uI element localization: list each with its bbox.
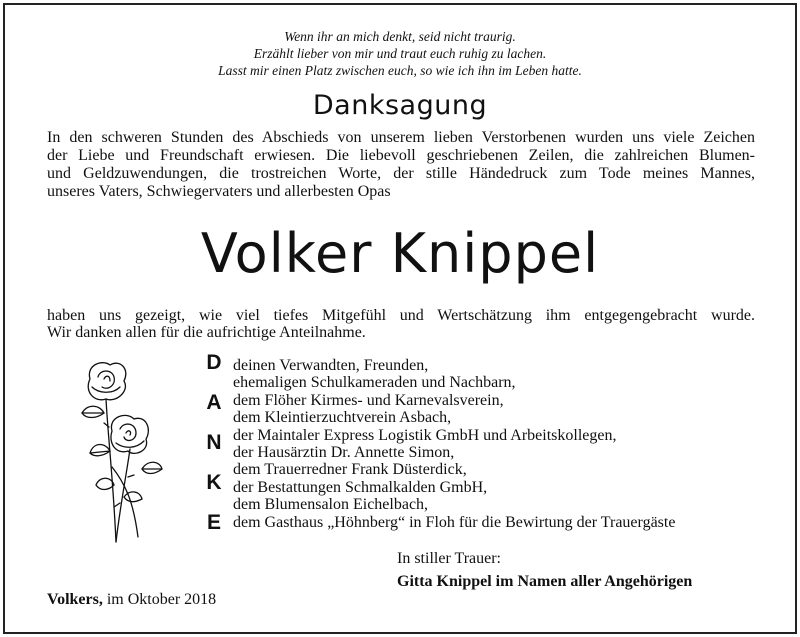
list-item: der Bestattungen Schmalkalden GmbH, xyxy=(233,478,488,496)
intro-paragraph xyxy=(47,129,755,201)
danke-letter-k: K xyxy=(206,471,222,494)
closing-line: haben uns gezeigt, wie viel tiefes Mitgefühl und Wertschätzung ihm entgegengebracht wurde. xyxy=(47,307,755,324)
intro-line: der Liebe und Freundschaft erwiesen. Die liebevoll geschriebenen Zeilen, die zahlreichen Blumen- xyxy=(47,147,755,164)
poem-line: Wenn ihr an mich denkt, seid nicht traurig. xyxy=(284,29,516,44)
intro-line: In den schweren Stunden des Abschieds von unserem lieben Verstorbenen wurden uns viele Zeichen xyxy=(47,129,755,146)
danke-letter-a: A xyxy=(206,391,222,414)
intro-line: und Geldzuwendungen, die trostreichen Worte, der stille Händedruck zum Tode meines Mannes, xyxy=(47,165,755,182)
list-item: deinen Verwandten, Freunden, xyxy=(233,357,429,374)
poem-line: Erzählt lieber von mir und traut euch ruhig zu lachen. xyxy=(253,46,547,61)
date: im Oktober 2018 xyxy=(106,591,217,608)
list-item: dem Flöher Kirmes- und Karnevalsverein, xyxy=(233,391,504,409)
danke-letter-n: N xyxy=(206,431,222,454)
thanks-list xyxy=(233,357,773,531)
poem-line: Lasst mir einen Platz zwischen euch, so wie ich ihn im Leben hatte. xyxy=(218,63,582,78)
list-item: dem Trauerredner Frank Düsterdick, xyxy=(233,461,467,479)
place-date xyxy=(47,591,216,609)
list-item: dem Kleintierzuchtverein Asbach, xyxy=(233,409,452,427)
list-item: der Hausärztin Dr. Annette Simon, xyxy=(233,444,455,462)
intro-line: unseres Vaters, Schwiegervaters und allerbesten Opas xyxy=(47,183,391,200)
closing-paragraph xyxy=(47,307,755,341)
place: Volkers, xyxy=(47,591,103,608)
list-item: dem Blumensalon Eichelbach, xyxy=(233,496,429,514)
poem xyxy=(0,28,800,79)
list-item: dem Gasthaus „Höhnberg“ in Floh für die Bewirtung der Trauergäste xyxy=(233,513,676,531)
notice-heading: Danksagung xyxy=(312,90,488,121)
rose-icon xyxy=(68,357,168,547)
danke-letter-e: E xyxy=(206,511,221,534)
mourning-label: In stiller Trauer: xyxy=(397,550,501,567)
deceased-name: Volker Knippel xyxy=(200,222,600,285)
mourning-signer: Gitta Knippel im Namen aller Angehörigen xyxy=(397,573,693,590)
closing-line: Wir danken allen für die aufrichtige Anteilnahme. xyxy=(47,324,366,341)
list-item: ehemaligen Schulkameraden und Nachbarn, xyxy=(233,374,516,392)
danke-letter-d: D xyxy=(206,351,222,374)
list-item: der Maintaler Express Logistik GmbH und Arbeitskollegen, xyxy=(233,426,617,444)
